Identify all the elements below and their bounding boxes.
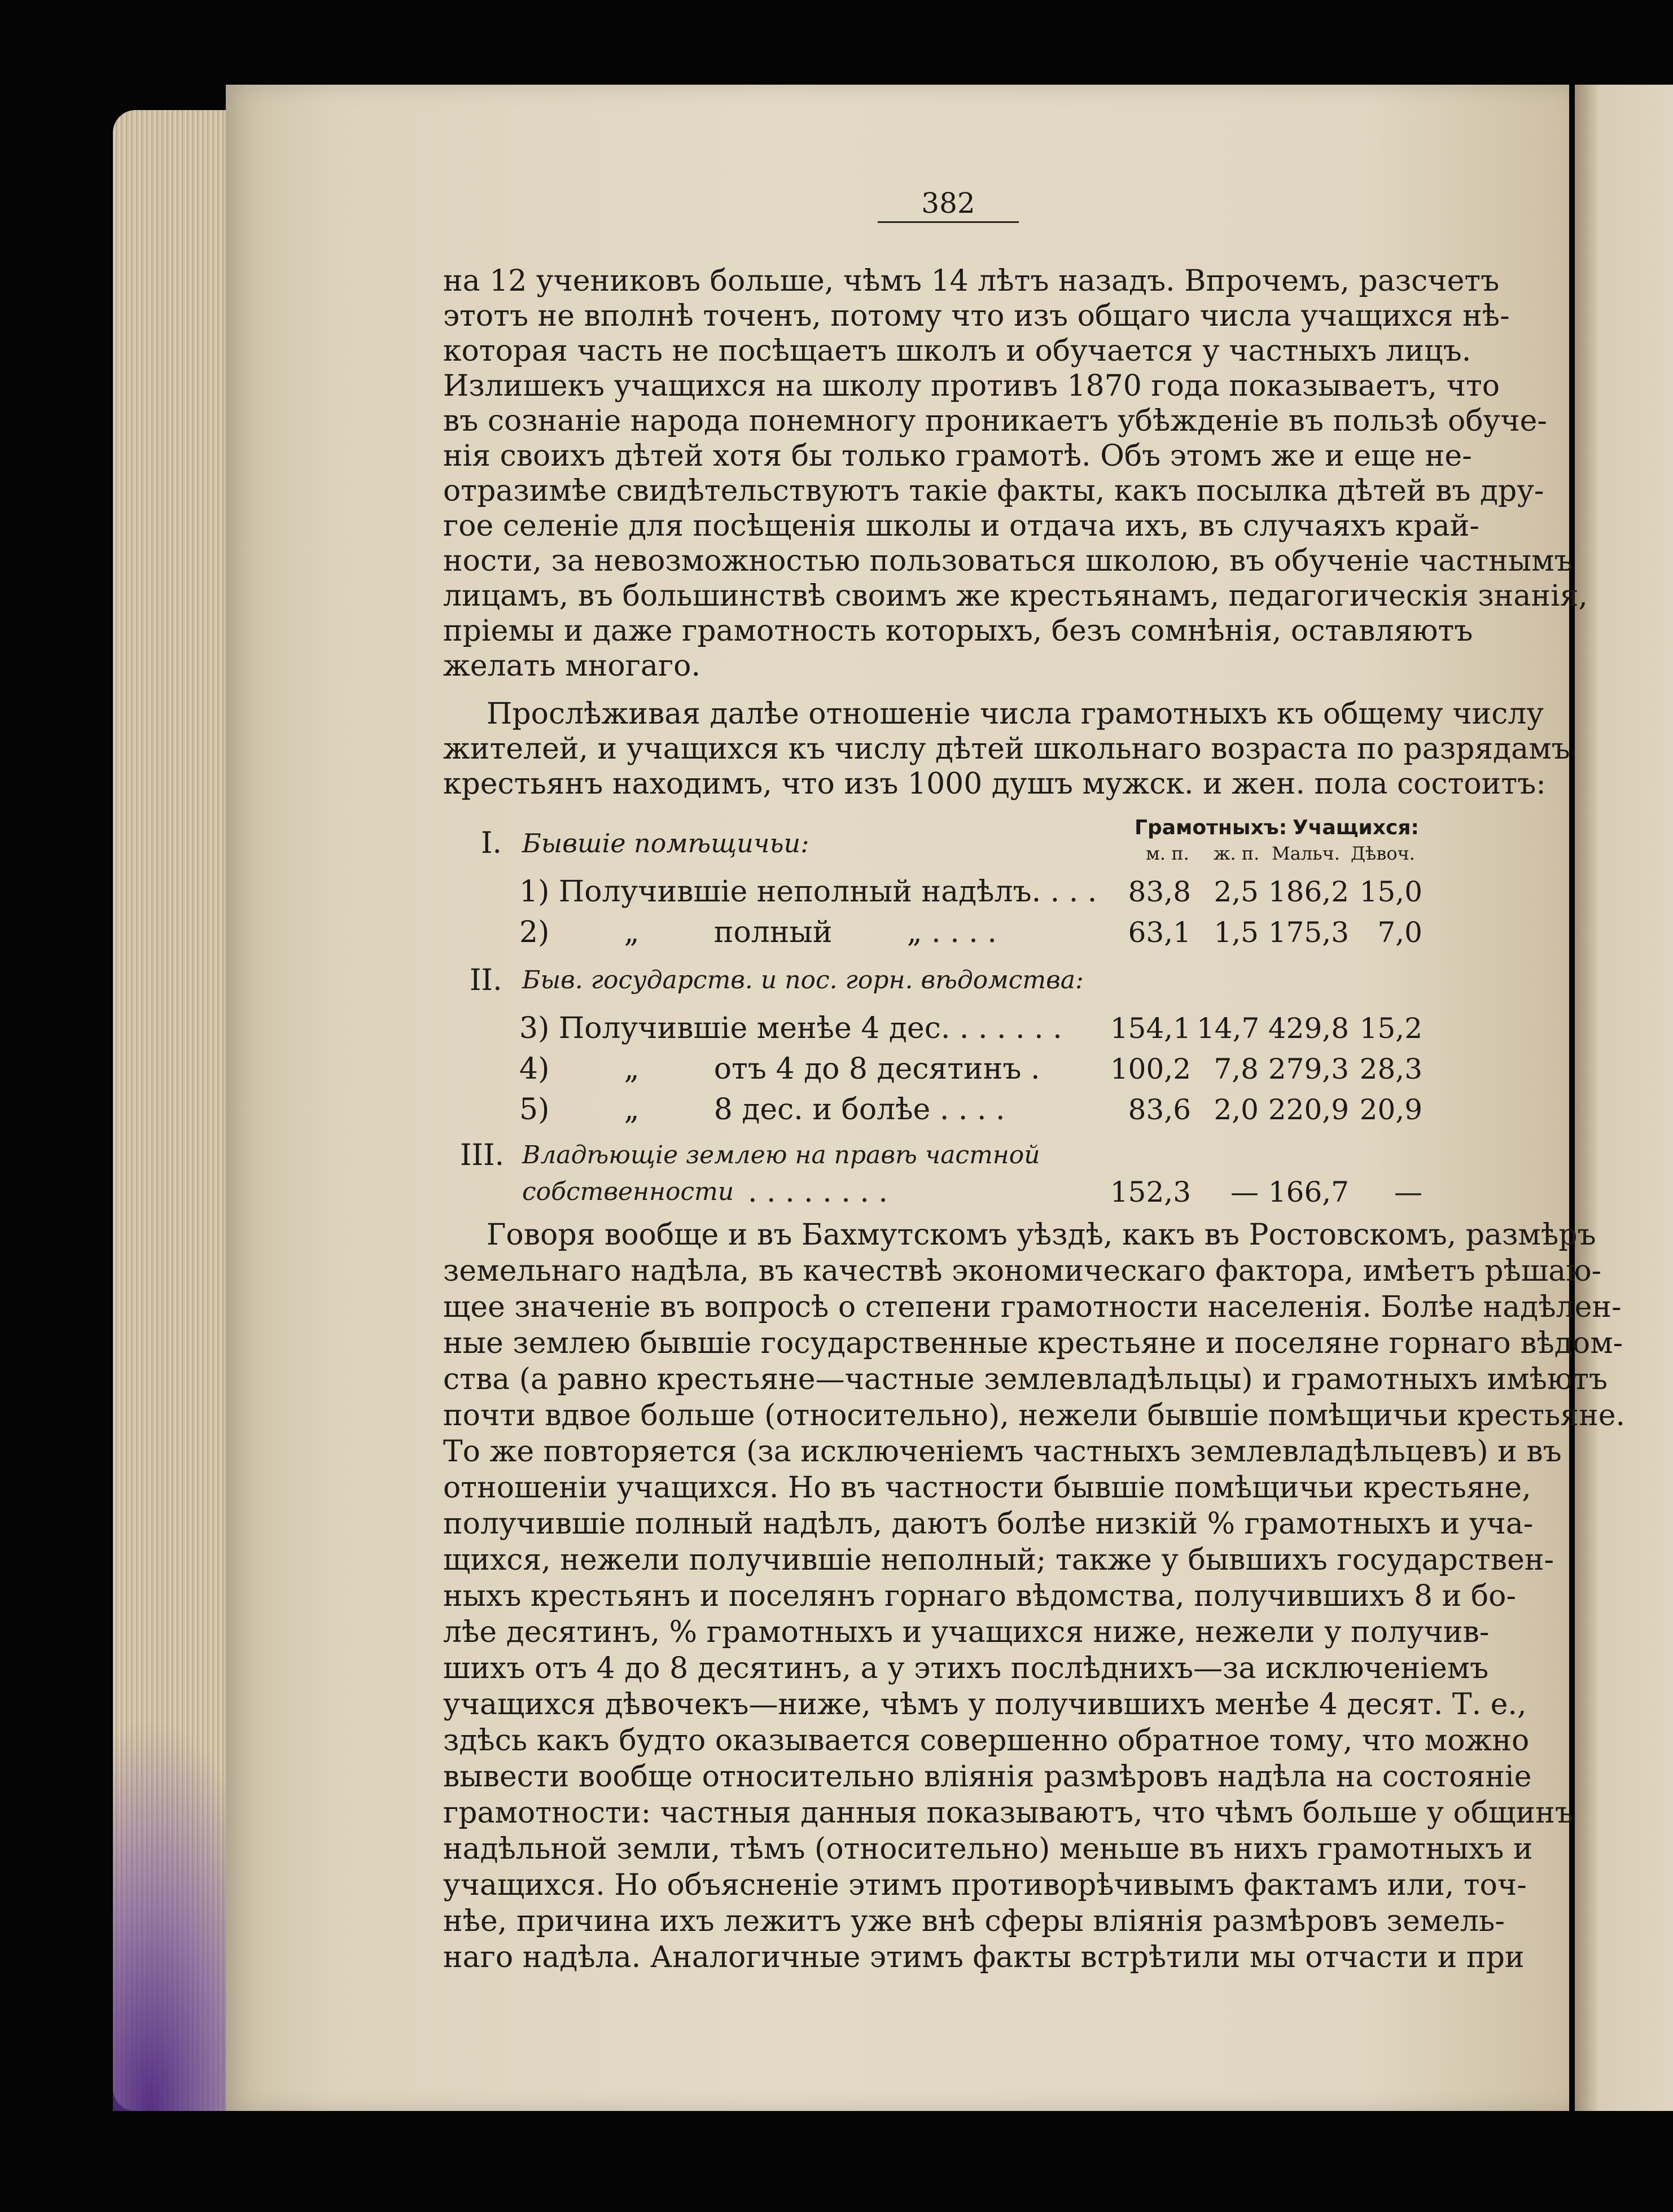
section-title: Быв. государств. и пос. горн. вѣдомства: bbox=[522, 966, 1084, 995]
cell-girls: 20,9 bbox=[1359, 1093, 1422, 1126]
cell-girls: 15,0 bbox=[1359, 875, 1422, 908]
text-line: получившіе полный надѣлъ, даютъ болѣе низкій % грамотныхъ и уча- bbox=[443, 1507, 1534, 1541]
text-line: ства (а равно крестьяне—частные землевладѣльцы) и грамотныхъ имѣютъ bbox=[443, 1363, 1608, 1396]
subheader-male: м. п. bbox=[1146, 843, 1189, 864]
text-line: То же повторяется (за исключеніемъ частныхъ землевладѣльцевъ) и въ bbox=[443, 1435, 1562, 1469]
text-line: наго надѣла. Аналогичные этимъ факты встрѣтили мы отчасти и при bbox=[443, 1941, 1525, 1974]
subheader-female: ж. п. bbox=[1214, 843, 1260, 864]
text-line: на 12 учениковъ больше, чѣмъ 14 лѣтъ назадъ. Впрочемъ, разсчетъ bbox=[443, 264, 1500, 298]
cell-boys: 279,3 bbox=[1268, 1053, 1349, 1085]
cell-girls: 15,2 bbox=[1359, 1012, 1422, 1045]
cell-male: 83,8 bbox=[1128, 875, 1191, 908]
text-line: этотъ не вполнѣ точенъ, потому что изъ общаго числа учащихся нѣ- bbox=[443, 299, 1510, 333]
text-line: нѣе, причина ихъ лежитъ уже внѣ сферы вліянія размѣровъ земель- bbox=[443, 1904, 1505, 1938]
cell-girls: — bbox=[1394, 1176, 1422, 1208]
leader-dots: . . . . . . . . bbox=[748, 1175, 888, 1209]
text-line: Прослѣживая далѣе отношеніе числа грамотныхъ къ общему числу bbox=[487, 697, 1544, 731]
text-line: гое селеніе для посѣщенія школы и отдача ихъ, въ случаяхъ край- bbox=[443, 509, 1479, 543]
text-line: желать многаго. bbox=[443, 649, 700, 683]
subheader-girls: Дѣвоч. bbox=[1351, 843, 1415, 864]
cell-female: 2,0 bbox=[1214, 1093, 1259, 1126]
text-line: вывести вообще относительно вліянія размѣровъ надѣла на состояніе bbox=[443, 1760, 1532, 1794]
text-line: Говоря вообще и въ Бахмутскомъ уѣздѣ, какъ въ Ростовскомъ, размѣръ bbox=[487, 1218, 1596, 1252]
text-line: щихся, нежели получившіе неполный; также у бывшихъ государствен- bbox=[443, 1543, 1554, 1577]
subheader-boys: Мальч. bbox=[1272, 843, 1340, 864]
table-row-label: 1) Получившіе неполный надѣлъ. . . . bbox=[519, 875, 1097, 909]
cell-girls: 7,0 bbox=[1377, 916, 1422, 949]
section-numeral: III. bbox=[460, 1138, 505, 1172]
text-line: лицамъ, въ большинствѣ своимъ же крестьянамъ, педагогическія знанія, bbox=[443, 579, 1588, 613]
text-line: учащихся дѣвочекъ—ниже, чѣмъ у получившихъ менѣе 4 десят. Т. е., bbox=[443, 1688, 1527, 1722]
header-literate: Грамотныхъ: bbox=[1135, 816, 1287, 839]
text-line: жителей, и учащихся къ числу дѣтей школьнаго возраста по разрядамъ bbox=[443, 732, 1570, 766]
cell-boys: 166,7 bbox=[1268, 1176, 1349, 1208]
cell-boys: 175,3 bbox=[1268, 916, 1349, 949]
table-row-label: 3) Получившіе менѣе 4 дес. . . . . . . bbox=[519, 1011, 1062, 1045]
cell-boys: 429,8 bbox=[1268, 1012, 1349, 1045]
text-line: отразимѣе свидѣтельствуютъ такіе факты, какъ посылка дѣтей въ дру- bbox=[443, 474, 1544, 508]
text-line: отношеніи учащихся. Но въ частности бывшіе помѣщичьи крестьяне, bbox=[443, 1471, 1531, 1505]
text-line: грамотности: частныя данныя показываютъ, что чѣмъ больше у общинъ bbox=[443, 1796, 1574, 1830]
section-title-continued: собственности bbox=[522, 1177, 734, 1206]
cell-female: 7,8 bbox=[1214, 1053, 1259, 1085]
table-row-label: 5) „ 8 дес. и болѣе . . . . bbox=[519, 1093, 1005, 1127]
section-title: Владѣющіе землею на правѣ частной bbox=[522, 1141, 1040, 1169]
cell-female: 14,7 bbox=[1197, 1012, 1260, 1045]
table-row-label: 4) „ отъ 4 до 8 десятинъ . bbox=[519, 1052, 1040, 1086]
text-line: лѣе десятинъ, % грамотныхъ и учащихся ниже, нежели у получив- bbox=[443, 1615, 1490, 1649]
text-line: ности, за невозможностью пользоваться школою, въ обученіе частнымъ bbox=[443, 544, 1573, 578]
cell-male: 154,1 bbox=[1110, 1012, 1191, 1045]
text-line: въ сознаніе народа понемногу проникаетъ убѣжденіе въ пользѣ обуче- bbox=[443, 404, 1547, 438]
text-line: здѣсь какъ будто оказывается совершенно обратное тому, что можно bbox=[443, 1724, 1530, 1758]
cell-female: 1,5 bbox=[1214, 916, 1259, 949]
page-number: 382 bbox=[921, 187, 975, 220]
text-line: надѣльной земли, тѣмъ (относительно) меньше въ нихъ грамотныхъ и bbox=[443, 1832, 1533, 1866]
header-pupils: Учащихся: bbox=[1293, 816, 1419, 839]
text-line: нія своихъ дѣтей хотя бы только грамотѣ. Объ этомъ же и еще не- bbox=[443, 439, 1472, 473]
cell-male: 100,2 bbox=[1110, 1053, 1191, 1085]
cell-boys: 220,9 bbox=[1268, 1093, 1349, 1126]
page-number-rule bbox=[878, 221, 1019, 223]
cell-male: 63,1 bbox=[1128, 916, 1191, 949]
cell-female: 2,5 bbox=[1214, 875, 1259, 908]
text-line: ныхъ крестьянъ и поселянъ горнаго вѣдомства, получившихъ 8 и бо- bbox=[443, 1579, 1517, 1613]
cell-male: 83,6 bbox=[1128, 1093, 1191, 1126]
text-line: шихъ отъ 4 до 8 десятинъ, а у этихъ послѣднихъ—за исключеніемъ bbox=[443, 1652, 1489, 1685]
table-row-label: 2) „ полный „ . . . . bbox=[519, 916, 997, 949]
text-line: Излишекъ учащихся на школу противъ 1870 года показываетъ, что bbox=[443, 369, 1500, 403]
cell-female: — bbox=[1230, 1176, 1259, 1208]
text-line: которая часть не посѣщаетъ школъ и обучается у частныхъ лицъ. bbox=[443, 334, 1471, 368]
text-line: земельнаго надѣла, въ качествѣ экономическаго фактора, имѣетъ рѣшаю- bbox=[443, 1254, 1602, 1288]
section-numeral: II. bbox=[470, 963, 502, 997]
text-line: щее значеніе въ вопросѣ о степени грамотности населенія. Болѣе надѣлен- bbox=[443, 1290, 1622, 1324]
text-line: почти вдвое больше (относительно), нежели бывшіе помѣщичьи крестьяне. bbox=[443, 1399, 1626, 1433]
cell-girls: 28,3 bbox=[1359, 1053, 1422, 1085]
text-line: крестьянъ находимъ, что изъ 1000 душъ мужск. и жен. пола состоитъ: bbox=[443, 767, 1546, 801]
cell-male: 152,3 bbox=[1110, 1176, 1191, 1208]
section-title: Бывшіе помѣщичьи: bbox=[522, 828, 809, 858]
cell-boys: 186,2 bbox=[1268, 875, 1349, 908]
text-line: ные землею бывшіе государственные крестьяне и поселяне горнаго вѣдом- bbox=[443, 1326, 1623, 1360]
text-line: пріемы и даже грамотность которыхъ, безъ сомнѣнія, оставляютъ bbox=[443, 614, 1473, 648]
text-line: учащихся. Но объясненіе этимъ противорѣчивымъ фактамъ или, точ- bbox=[443, 1868, 1527, 1902]
section-numeral: I. bbox=[481, 826, 502, 860]
